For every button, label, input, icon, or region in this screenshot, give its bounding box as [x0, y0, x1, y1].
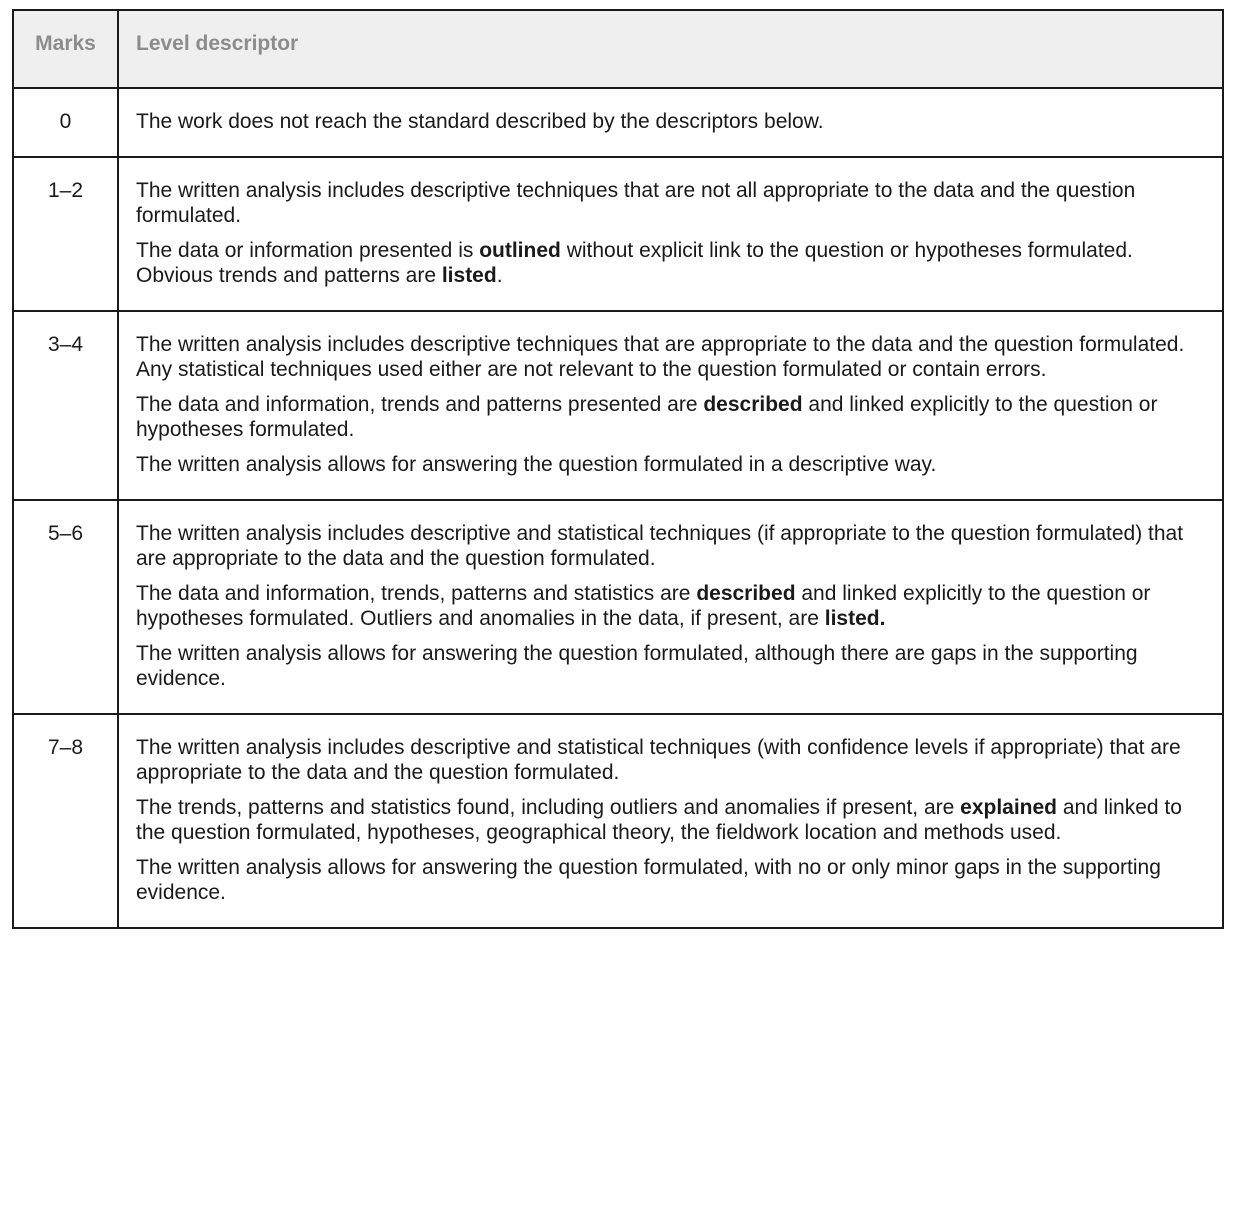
rubric-row: [13, 311, 1223, 500]
descriptor-text: The data or information presented is: [136, 239, 480, 262]
descriptor-text: and linked explicitly to the question or hypotheses formulated. Outliers and anomalies in the data, if present, are: [136, 582, 1151, 630]
rubric-body: [13, 88, 1223, 928]
emphasis-term: explained: [960, 796, 1058, 819]
rubric-row: [13, 88, 1223, 157]
rubric-row: [13, 714, 1223, 928]
emphasis-term: listed: [441, 264, 497, 287]
descriptor-paragraph: [136, 238, 1208, 288]
descriptor-cell: [118, 157, 1223, 311]
rubric-row: [13, 157, 1223, 311]
descriptor-cell: [118, 88, 1223, 157]
marks-cell: 3–4: [13, 311, 118, 500]
descriptor-paragraph: [136, 795, 1208, 845]
descriptor-text: The data and information, trends, patterns and statistics are: [136, 582, 697, 605]
descriptor-text: The written analysis includes descriptive techniques that are appropriate to the data and the question formulated. Any statistical techniques used either are not relevant to the question formulated or contain errors.: [136, 333, 1185, 381]
descriptor-text: and linked to the question formulated, hypotheses, geographical theory, the fieldwork location and methods used.: [136, 796, 1182, 844]
descriptor-text: The trends, patterns and statistics found, including outliers and anomalies if present, are: [136, 796, 961, 819]
descriptor-paragraph: [136, 735, 1208, 785]
descriptor-text: The data and information, trends and patterns presented are: [136, 393, 704, 416]
emphasis-term: outlined: [479, 239, 561, 262]
descriptor-text: The work does not reach the standard described by the descriptors below.: [136, 110, 824, 133]
descriptor-paragraph: [136, 855, 1208, 905]
descriptor-text: without explicit link to the question or hypotheses formulated. Obvious trends and patterns are: [136, 239, 1133, 287]
descriptor-text: The written analysis includes descriptive techniques that are not all appropriate to the data and the question formulated.: [136, 179, 1136, 227]
emphasis-term: described: [696, 582, 796, 605]
descriptor-paragraph: [136, 332, 1208, 382]
descriptor-paragraph: [136, 178, 1208, 228]
descriptor-text: and linked explicitly to the question or hypotheses formulated.: [136, 393, 1158, 441]
rubric-table: [12, 9, 1224, 929]
descriptor-text: The written analysis allows for answering the question formulated in a descriptive way.: [136, 453, 937, 476]
descriptor-paragraph: [136, 392, 1208, 442]
emphasis-term: listed.: [824, 607, 886, 630]
descriptor-paragraph: [136, 452, 1208, 477]
marks-cell: 1–2: [13, 157, 118, 311]
descriptor-text: The written analysis allows for answering the question formulated, with no or only minor gaps in the supporting evidence.: [136, 856, 1161, 904]
header-row: [13, 10, 1223, 88]
descriptor-cell: [118, 714, 1223, 928]
marks-cell: 7–8: [13, 714, 118, 928]
rubric-header: [13, 10, 1223, 88]
marks-cell: 0: [13, 88, 118, 157]
marks-column-header: Marks: [13, 10, 118, 88]
descriptor-text: The written analysis includes descriptive and statistical techniques (with confidence levels if appropriate) that are appropriate to the data and the question formulated.: [136, 736, 1181, 784]
descriptor-paragraph: [136, 581, 1208, 631]
emphasis-term: described: [703, 393, 803, 416]
descriptor-paragraph: [136, 641, 1208, 691]
descriptor-column-header: Level descriptor: [118, 10, 1223, 88]
descriptor-paragraph: [136, 521, 1208, 571]
descriptor-text: .: [496, 264, 503, 287]
descriptor-text: The written analysis includes descriptive and statistical techniques (if appropriate to the question formulated) that are appropriate to the data and the question formulated.: [136, 522, 1184, 570]
rubric-row: [13, 500, 1223, 714]
descriptor-paragraph: [136, 109, 1208, 134]
marks-cell: 5–6: [13, 500, 118, 714]
descriptor-cell: [118, 311, 1223, 500]
descriptor-cell: [118, 500, 1223, 714]
descriptor-text: The written analysis allows for answering the question formulated, although there are gaps in the supporting evidence.: [136, 642, 1138, 690]
